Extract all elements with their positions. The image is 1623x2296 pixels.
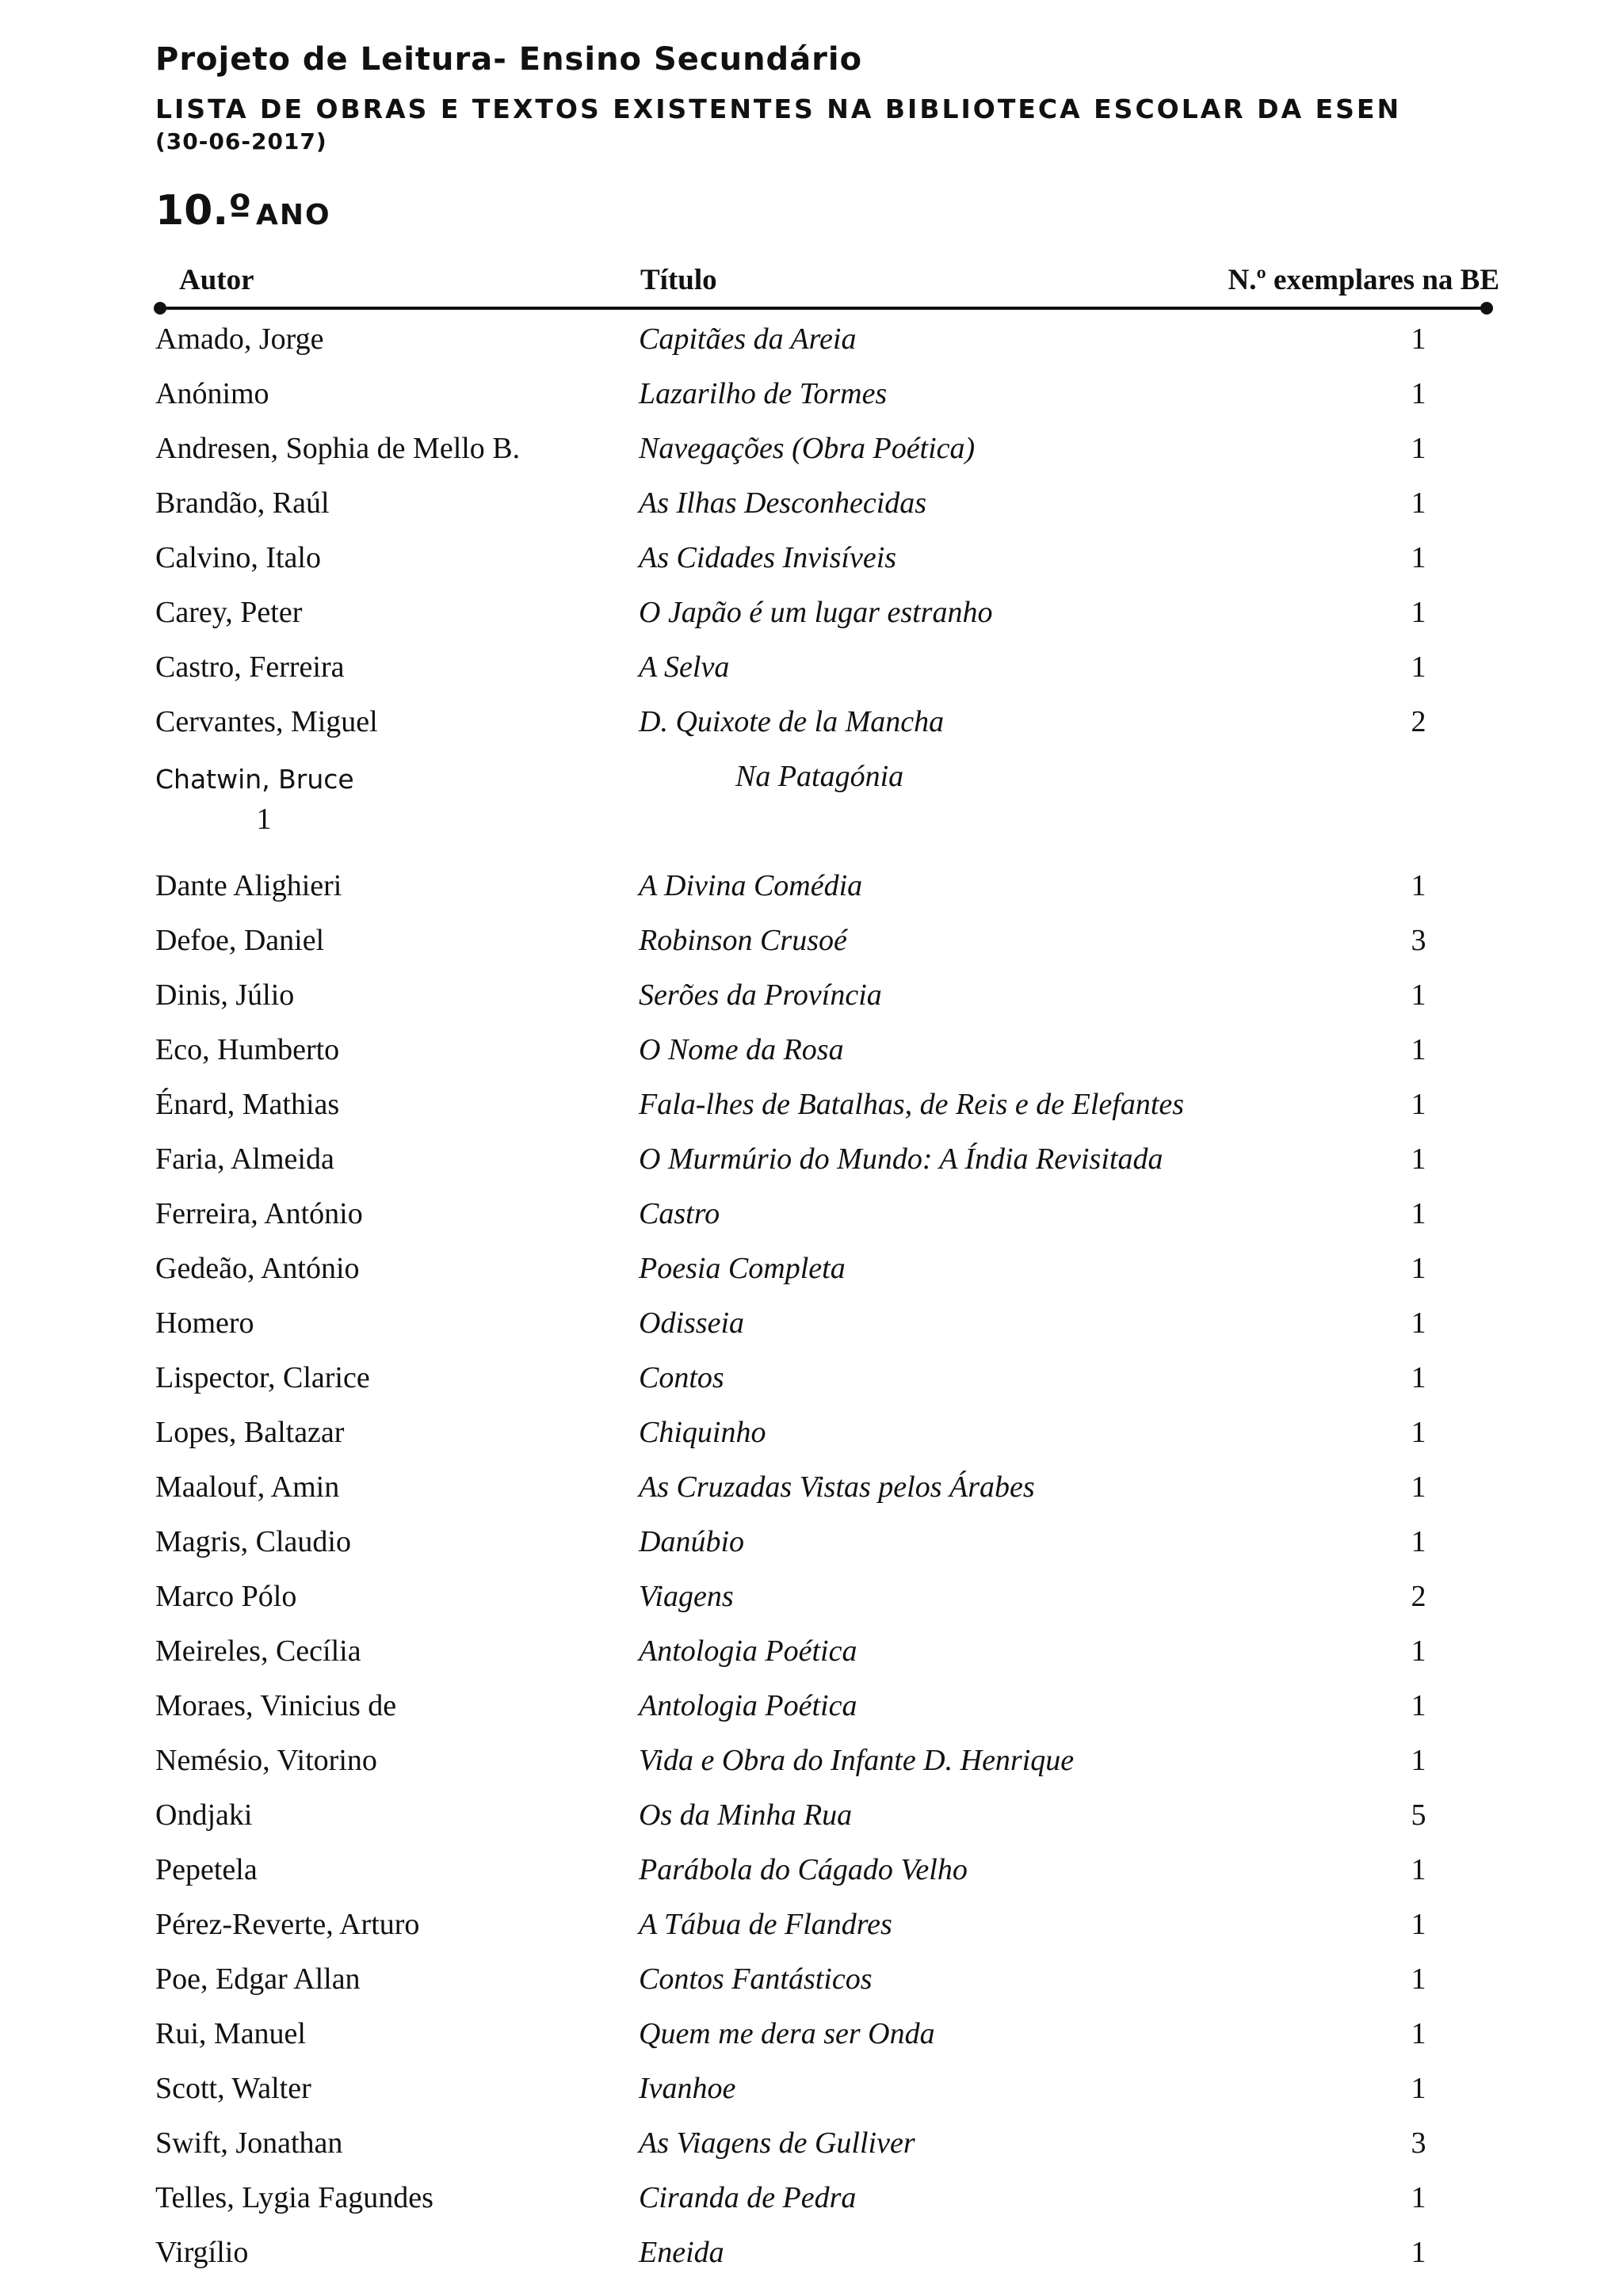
author-cell: Rui, Manuel <box>155 2017 306 2050</box>
count-cell: 1 <box>1411 869 1426 902</box>
table-row <box>0 595 1623 650</box>
count-cell: 1 <box>1411 1853 1426 1886</box>
count-cell: 1 <box>1411 432 1426 465</box>
count-cell: 1 <box>1411 1033 1426 1066</box>
author-cell: Virgílio <box>155 2236 249 2269</box>
author-cell: Pepetela <box>155 1853 258 1886</box>
title-cell: A Divina Comédia <box>639 869 863 902</box>
author-cell: Ferreira, António <box>155 1197 363 1230</box>
table-row <box>0 704 1623 759</box>
title-cell: A Selva <box>639 650 730 684</box>
title-cell: Lazarilho de Tormes <box>639 377 888 410</box>
count-cell: 1 <box>1411 2181 1426 2214</box>
author-cell: Defoe, Daniel <box>155 924 325 957</box>
title-cell: Ivanhoe <box>639 2072 736 2105</box>
author-cell: Cervantes, Miguel <box>155 705 378 738</box>
document-date: (30-06-2017) <box>155 128 327 154</box>
table-row <box>0 1962 1623 2016</box>
count-cell: 1 <box>1411 1744 1426 1777</box>
title-cell: A Tábua de Flandres <box>639 1908 892 1941</box>
table-row <box>0 2235 1623 2290</box>
author-cell: Maalouf, Amin <box>155 1470 340 1504</box>
title-cell: Serões da Província <box>639 978 882 1012</box>
title-cell: Contos Fantásticos <box>639 1962 873 1996</box>
table-row <box>0 1142 1623 1196</box>
title-cell: Eneida <box>639 2236 724 2269</box>
table-row <box>0 1688 1623 1743</box>
title-cell: Ciranda de Pedra <box>639 2181 857 2214</box>
author-cell: Énard, Mathias <box>155 1088 340 1121</box>
author-cell: Dante Alighieri <box>155 869 342 902</box>
header-divider <box>160 307 1487 310</box>
count-cell: 2 <box>1411 1580 1426 1613</box>
count-cell: 1 <box>1411 1142 1426 1176</box>
count-cell: 1 <box>1411 1416 1426 1449</box>
table-row <box>0 2016 1623 2071</box>
count-cell: 1 <box>1411 322 1426 356</box>
table-row <box>0 650 1623 704</box>
table-row <box>0 322 1623 376</box>
count-cell: 5 <box>1411 1798 1426 1832</box>
author-cell: Castro, Ferreira <box>155 650 345 684</box>
author-cell: Faria, Almeida <box>155 1142 334 1176</box>
column-header-author: Autor <box>179 264 254 296</box>
count-cell: 1 <box>1411 541 1426 574</box>
table-row <box>0 1470 1623 1524</box>
author-cell: Amado, Jorge <box>155 322 324 356</box>
count-cell: 1 <box>1411 2017 1426 2050</box>
table-row <box>0 376 1623 431</box>
author-cell: Lispector, Clarice <box>155 1361 370 1394</box>
year-number: 10.º <box>155 187 252 235</box>
title-cell: Na Patagónia <box>735 760 904 793</box>
title-cell: Os da Minha Rua <box>639 1798 853 1832</box>
table-row <box>0 486 1623 540</box>
author-cell: Gedeão, António <box>155 1252 360 1285</box>
title-cell: Quem me dera ser Onda <box>639 2017 935 2050</box>
author-cell: Ondjaki <box>155 1798 253 1832</box>
table-row <box>0 1032 1623 1087</box>
count-cell: 1 <box>1411 1634 1426 1668</box>
count-cell: 1 <box>1411 1252 1426 1285</box>
title-cell: Vida e Obra do Infante D. Henrique <box>639 1744 1075 1777</box>
table-row <box>0 978 1623 1032</box>
count-cell: 3 <box>1411 924 1426 957</box>
count-cell: 1 <box>1411 1306 1426 1340</box>
title-cell: As Ilhas Desconhecidas <box>639 486 927 520</box>
title-cell: As Viagens de Gulliver <box>639 2126 915 2160</box>
author-cell: Eco, Humberto <box>155 1033 340 1066</box>
document-subtitle: LISTA DE OBRAS E TEXTOS EXISTENTES NA BIBLIOTECA ESCOLAR DA ESEN <box>155 93 1402 124</box>
table-row <box>0 1852 1623 1907</box>
author-cell: Nemésio, Vitorino <box>155 1744 377 1777</box>
title-cell: Chiquinho <box>639 1416 766 1449</box>
table-row <box>0 540 1623 595</box>
count-cell: 1 <box>256 803 272 836</box>
author-cell: Scott, Walter <box>155 2072 311 2105</box>
table-row <box>0 1251 1623 1306</box>
title-cell: O Japão é um lugar estranho <box>639 596 993 629</box>
author-cell: Anónimo <box>155 377 269 410</box>
table-row <box>0 431 1623 486</box>
count-cell: 1 <box>1411 486 1426 520</box>
title-cell: Contos <box>639 1361 724 1394</box>
count-cell: 1 <box>1411 1470 1426 1504</box>
count-cell: 1 <box>1411 1197 1426 1230</box>
author-cell: Marco Pólo <box>155 1580 297 1613</box>
author-cell: Telles, Lygia Fagundes <box>155 2181 433 2214</box>
author-cell: Dinis, Júlio <box>155 978 295 1012</box>
author-cell: Lopes, Baltazar <box>155 1416 345 1449</box>
title-cell: Antologia Poética <box>639 1689 857 1722</box>
author-cell: Carey, Peter <box>155 596 303 629</box>
author-cell: Pérez-Reverte, Arturo <box>155 1908 420 1941</box>
title-cell: Parábola do Cágado Velho <box>639 1853 968 1886</box>
table-row <box>0 1634 1623 1688</box>
title-cell: Odisseia <box>639 1306 744 1340</box>
table-row <box>0 1524 1623 1579</box>
title-cell: Poesia Completa <box>639 1252 846 1285</box>
divider-end-right <box>1480 302 1493 315</box>
author-cell: Poe, Edgar Allan <box>155 1962 361 1996</box>
title-cell: Antologia Poética <box>639 1634 857 1668</box>
author-cell: Calvino, Italo <box>155 541 321 574</box>
table-row <box>0 868 1623 923</box>
table-row <box>0 2126 1623 2180</box>
author-cell: Moraes, Vinicius de <box>155 1689 397 1722</box>
count-cell: 1 <box>1411 377 1426 410</box>
year-label: ANO <box>256 199 331 231</box>
table-row <box>0 2180 1623 2235</box>
document-title: Projeto de Leitura- Ensino Secundário <box>155 41 863 78</box>
book-list <box>0 322 1623 2290</box>
title-cell: Castro <box>639 1197 720 1230</box>
author-cell: Meireles, Cecília <box>155 1634 361 1668</box>
divider-end-left <box>154 302 166 315</box>
table-row <box>0 759 1623 868</box>
table-row <box>0 2071 1623 2126</box>
school-year-heading <box>155 187 331 235</box>
count-cell: 2 <box>1411 705 1426 738</box>
table-row <box>0 1306 1623 1360</box>
author-cell: Brandão, Raúl <box>155 486 330 520</box>
author-cell: Homero <box>155 1306 254 1340</box>
count-cell: 1 <box>1411 978 1426 1012</box>
title-cell: Viagens <box>639 1580 734 1613</box>
author-cell: Swift, Jonathan <box>155 2126 343 2160</box>
table-row <box>0 1579 1623 1634</box>
title-cell: O Murmúrio do Mundo: A Índia Revisitada <box>639 1142 1163 1176</box>
title-cell: Fala-lhes de Batalhas, de Reis e de Elefantes <box>639 1088 1185 1121</box>
title-cell: D. Quixote de la Mancha <box>639 705 945 738</box>
table-row <box>0 1798 1623 1852</box>
title-cell: As Cidades Invisíveis <box>639 541 897 574</box>
table-row <box>0 1196 1623 1251</box>
column-header-title: Título <box>640 264 717 296</box>
count-cell: 3 <box>1411 2126 1426 2160</box>
table-row <box>0 1907 1623 1962</box>
table-row <box>0 1360 1623 1415</box>
table-row <box>0 1415 1623 1470</box>
count-cell: 1 <box>1411 2072 1426 2105</box>
title-cell: Navegações (Obra Poética) <box>639 432 976 465</box>
title-cell: O Nome da Rosa <box>639 1033 844 1066</box>
column-header-count: N.º exemplares na BE <box>1228 264 1499 296</box>
count-cell: 1 <box>1411 1908 1426 1941</box>
author-cell: Andresen, Sophia de Mello B. <box>155 432 521 465</box>
title-cell: Robinson Crusoé <box>639 924 847 957</box>
title-cell: As Cruzadas Vistas pelos Árabes <box>639 1470 1035 1504</box>
count-cell: 1 <box>1411 1088 1426 1121</box>
title-cell: Danúbio <box>639 1525 744 1558</box>
table-row <box>0 923 1623 978</box>
count-cell: 1 <box>1411 1689 1426 1722</box>
title-cell: Capitães da Areia <box>639 322 857 356</box>
count-cell: 1 <box>1411 2236 1426 2269</box>
count-cell: 1 <box>1411 596 1426 629</box>
author-cell: Magris, Claudio <box>155 1525 351 1558</box>
author-cell: Chatwin, Bruce <box>155 764 354 795</box>
count-cell: 1 <box>1411 650 1426 684</box>
count-cell: 1 <box>1411 1525 1426 1558</box>
count-cell: 1 <box>1411 1361 1426 1394</box>
table-row <box>0 1743 1623 1798</box>
count-cell: 1 <box>1411 1962 1426 1996</box>
table-row <box>0 1087 1623 1142</box>
